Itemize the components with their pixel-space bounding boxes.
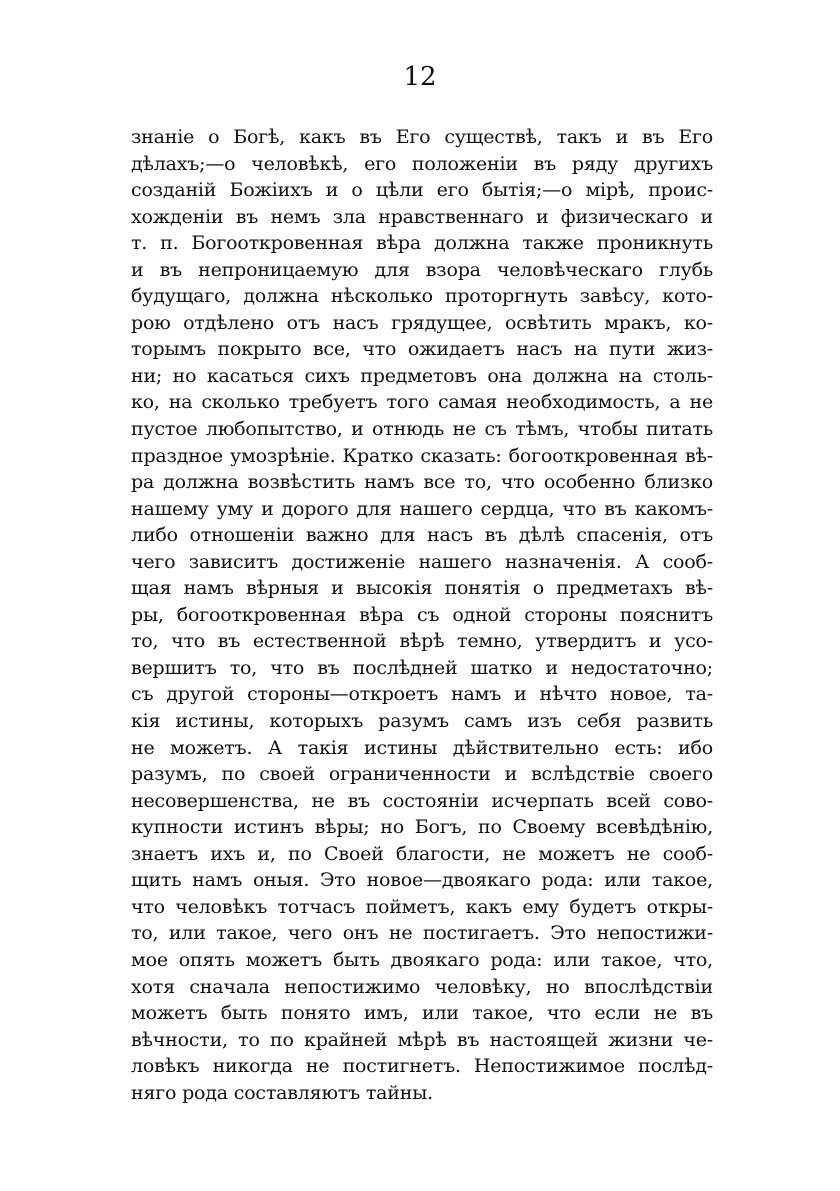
text-line: и въ непроницаемую для взора человѣческаго глубь: [131, 258, 713, 281]
text-line: можетъ быть понято имъ, или такое, что если не въ: [131, 1002, 713, 1025]
text-line: вѣчности, то по крайней мѣрѣ въ настоящей жизни че-: [131, 1028, 713, 1051]
text-line: щить намъ оныя. Это новое—двоякаго рода: или такое,: [131, 869, 713, 892]
text-line: то, или такое, чего онъ не постигаетъ. Это непостижи-: [131, 922, 713, 945]
text-line: торымъ покрыто все, что ожидаетъ насъ на пути жиз-: [131, 338, 713, 361]
text-line: купности истинъ вѣры; но Богъ, по Своему всевѣдѣнію,: [131, 816, 713, 839]
text-line: мое опять можетъ быть двоякаго рода: или такое, что,: [131, 948, 713, 971]
text-line: съ другой стороны—откроетъ намъ и нѣчто новое, та-: [131, 683, 713, 706]
text-line: ко, на сколько требуетъ того самая необходимость, а не: [131, 391, 713, 414]
text-line: щая намъ вѣрныя и высокія понятія о предметахъ вѣ-: [131, 577, 713, 600]
text-line: кія истины, которыхъ разумъ самъ изъ себя развить: [131, 710, 713, 733]
text-line: что человѣкъ тотчасъ пойметъ, какъ ему будетъ откры-: [131, 895, 713, 918]
text-line: няго рода составляютъ тайны.: [131, 1081, 433, 1104]
text-line: т. п. Богооткровенная вѣра должна также проникнуть: [131, 232, 713, 255]
text-line: нашему уму и дорого для нашего сердца, что въ какомъ-: [131, 497, 713, 520]
text-line: разумъ, по своей ограниченности и вслѣдствіе своего: [131, 763, 713, 786]
text-line: будущаго, должна нѣсколько проторгнуть завѣсу, кото-: [131, 285, 713, 308]
text-line: дѣлахъ;—о человѣкѣ, его положеніи въ ряду другихъ: [131, 152, 713, 175]
text-line: либо отношеніи важно для насъ въ дѣлѣ спасенія, отъ: [131, 524, 713, 547]
text-line: знаніе о Богѣ, какъ въ Его существѣ, такъ и въ Его: [131, 126, 713, 148]
text-line: праздное умозрѣніе. Кратко сказать: богооткровенная вѣ-: [131, 444, 713, 467]
text-line: созданій Божіихъ и о цѣли его бытія;—о мірѣ, проис-: [131, 179, 713, 202]
text-line: чего зависитъ достиженіе нашего назначенія. А сооб-: [131, 550, 713, 573]
text-line: хожденіи въ немъ зла нравственнаго и физическаго и: [131, 205, 713, 228]
text-line: ни; но касаться сихъ предметовъ она должна на столь-: [131, 364, 713, 387]
text-line: знаетъ ихъ и, по Своей благости, не можетъ не сооб-: [131, 842, 713, 865]
page-number: 12: [403, 62, 437, 92]
text-line: рою отдѣлено отъ насъ грядущее, освѣтить мракъ, ко-: [131, 311, 713, 334]
body-text: [131, 124, 713, 1106]
text-line: хотя сначала непостижимо человѣку, но впослѣдствіи: [131, 975, 713, 998]
text-line: ловѣкъ никогда не постигнетъ. Непостижимое послѣд-: [131, 1055, 713, 1078]
text-line: пустое любопытство, и отнюдь не съ тѣмъ, чтобы питать: [131, 418, 713, 441]
text-line: несовершенства, не въ состояніи исчерпать всей сово-: [131, 789, 713, 812]
text-line: вершитъ то, что въ послѣдней шатко и недостаточно;: [131, 656, 713, 679]
text-line: то, что въ естественной вѣрѣ темно, утвердитъ и усо-: [131, 630, 713, 653]
text-line: не можетъ. А такія истины дѣйствительно есть: ибо: [131, 736, 713, 759]
text-line: ра должна возвѣстить намъ все то, что особенно близко: [131, 471, 713, 494]
text-line: ры, богооткровенная вѣра съ одной стороны пояснитъ: [131, 603, 713, 626]
